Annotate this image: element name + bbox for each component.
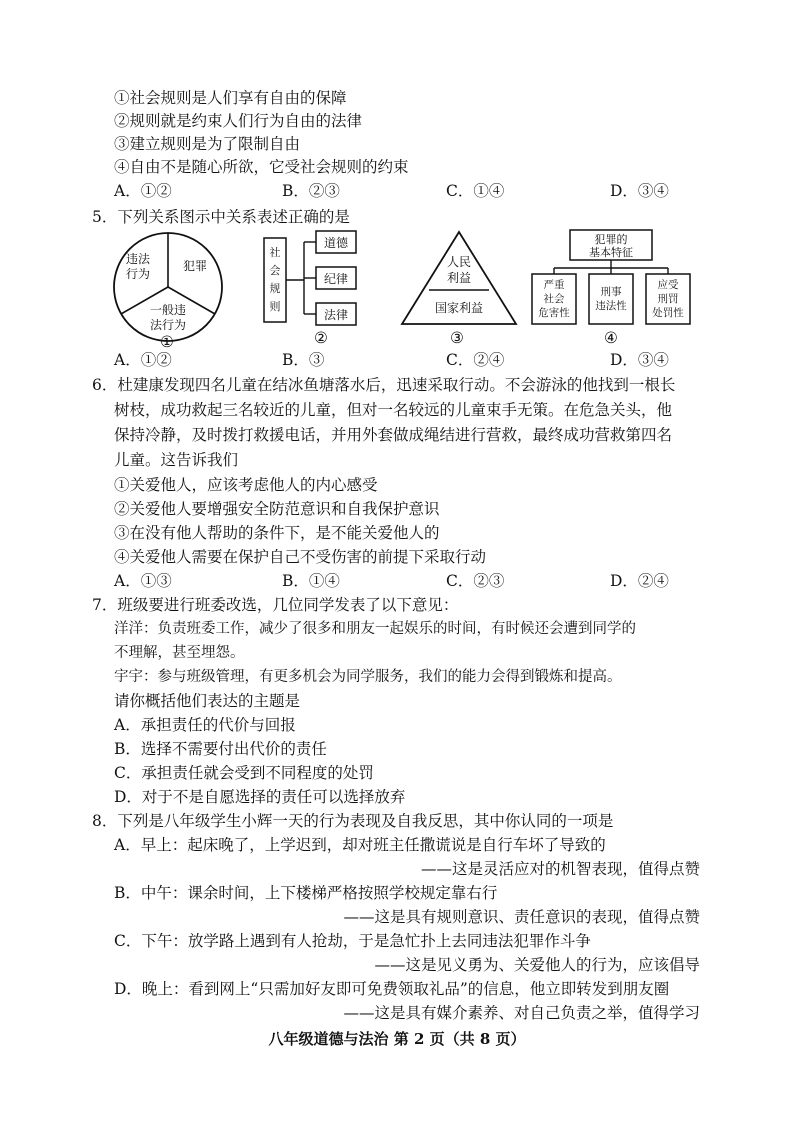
q7-quote-yangyang-line2: 不理解，甚至埋怨。 xyxy=(114,645,245,661)
q5-option-a: A．①② xyxy=(114,351,172,369)
q8-option-b: B．中午：课余时间，上下楼梯严格按照学校规定靠右行 xyxy=(114,884,498,902)
d2-child-2: 纪律 xyxy=(323,272,349,286)
q6-item-2: ②关爱他人要增强安全防范意识和自我保护意识 xyxy=(114,500,440,518)
q8-option-d: D．晚上：看到网上“只需加好友即可免费领取礼品”的信息，他立即转发到朋友圈 xyxy=(114,980,670,998)
q8-option-a-comment: ——这是灵活应对的机智表现，值得点赞 xyxy=(420,860,700,878)
q6-stem-line2: 树枝，成功救起三名较近的儿童，但对一名较远的儿童束手无策。在危急关头，他 xyxy=(114,401,673,419)
d4-root-line1: 犯罪的 xyxy=(594,233,628,246)
d1-seg1-line1: 违法 xyxy=(125,252,151,266)
diagram-2-tree xyxy=(258,228,368,328)
q4-item-2: ②规则就是约束人们行为自由的法律 xyxy=(114,112,363,130)
d3-top-line2: 利益 xyxy=(446,271,472,285)
q6-item-1: ①关爱他人，应该考虑他人的内心感受 xyxy=(114,476,378,494)
d2-root-2: 会 xyxy=(269,264,281,277)
diagram-4-label: ④ xyxy=(604,329,618,347)
q6-stem-line4: 儿童。这告诉我们 xyxy=(114,451,239,469)
d4-c1-l1: 严重 xyxy=(543,279,565,291)
q4-item-3: ③建立规则是为了限制自由 xyxy=(114,135,301,153)
q7-option-c: C．承担责任就会受到不同程度的处罚 xyxy=(114,764,374,782)
q6-item-3: ③在没有他人帮助的条件下，是不能关爱他人的 xyxy=(114,524,440,542)
d4-c3-l3: 处罚性 xyxy=(652,307,684,319)
d4-c2-l2: 违法性 xyxy=(595,300,627,312)
q5-option-b: B．③ xyxy=(282,351,325,369)
d3-top-line1: 人民 xyxy=(446,255,472,269)
q5-option-c: C．②④ xyxy=(446,351,505,369)
q7-quote-yangyang-line1: 洋洋：负责班委工作，减少了很多和朋友一起娱乐的时间，有时候还会遭到同学的 xyxy=(114,621,636,637)
d1-seg3-line1: 一般违 xyxy=(149,303,187,317)
q7-quote-yuyu: 宇宇：参与班级管理，有更多机会为同学服务，我们的能力会得到锻炼和提高。 xyxy=(114,669,622,685)
q5-option-d: D．③④ xyxy=(610,351,669,369)
q6-option-c: C．②③ xyxy=(446,572,505,590)
d4-c1-l2: 社会 xyxy=(543,293,565,305)
q7-ask: 请你概括他们表达的主题是 xyxy=(114,692,301,710)
q7-option-d: D．对于不是自愿选择的责任可以选择放弃 xyxy=(114,788,406,806)
diagram-3-label: ③ xyxy=(450,329,464,347)
diagram-2-label: ② xyxy=(314,329,328,347)
q5-stem: 5．下列关系图示中关系表述正确的是 xyxy=(92,208,350,226)
q8-option-b-comment: ——这是具有规则意识、责任意识的表现，值得点赞 xyxy=(343,908,700,926)
q6-item-4: ④关爱他人需要在保护自己不受伤害的前提下采取行动 xyxy=(114,548,487,566)
d2-root-4: 则 xyxy=(269,300,281,313)
d4-c1-l3: 危害性 xyxy=(538,307,570,319)
d1-seg1-line2: 行为 xyxy=(125,267,151,281)
q7-option-a: A．承担责任的代价与回报 xyxy=(114,716,296,734)
diagram-4-tree xyxy=(528,228,694,328)
diagram-3-pyramid xyxy=(398,228,520,328)
q6-option-d: D．②④ xyxy=(610,572,669,590)
d1-seg3-line2: 法行为 xyxy=(149,318,187,332)
diagram-1-label: ① xyxy=(160,333,174,351)
q4-item-1: ①社会规则是人们享有自由的保障 xyxy=(114,89,347,107)
d4-c3-l1: 应受 xyxy=(657,279,679,291)
d4-c3-l2: 刑罚 xyxy=(657,293,679,305)
q7-stem: 7．班级要进行班委改选，几位同学发表了以下意见： xyxy=(92,596,459,614)
q4-option-a: A．①② xyxy=(114,182,172,200)
q4-option-d: D．③④ xyxy=(610,182,669,200)
q8-option-c: C．下午：放学路上遇到有人抢劫，于是急忙扑上去同违法犯罪作斗争 xyxy=(114,932,591,950)
q6-stem-line1: 6．杜建康发现四名儿童在结冰鱼塘落水后，迅速采取行动。不会游泳的他找到一根长 xyxy=(92,376,676,394)
q8-option-c-comment: ——这是见义勇为、关爱他人的行为，应该倡导 xyxy=(374,956,700,974)
d2-root-3: 规 xyxy=(269,282,281,295)
q4-option-b: B．②③ xyxy=(282,182,340,200)
d1-seg2: 犯罪 xyxy=(182,259,208,273)
q4-item-4: ④自由不是随心所欲，它受社会规则的约束 xyxy=(114,158,409,176)
d2-child-1: 道德 xyxy=(323,236,349,250)
q8-option-a: A．早上：起床晚了，上学迟到，却对班主任撒谎说是自行车坏了导致的 xyxy=(114,836,606,854)
q7-option-b: B．选择不需要付出代价的责任 xyxy=(114,740,327,758)
d4-root-line2: 基本特征 xyxy=(589,246,633,259)
page-footer: 八年级道德与法治 第 2 页（共 8 页） xyxy=(268,1030,526,1048)
q8-option-d-comment: ——这是具有媒介素养、对自己负责之举，值得学习 xyxy=(343,1004,700,1022)
d2-child-3: 法律 xyxy=(323,308,349,322)
q6-option-b: B．①④ xyxy=(282,572,340,590)
q6-stem-line3: 保持冷静，及时拨打救援电话，并用外套做成绳结进行营救，最终成功营救第四名 xyxy=(114,426,673,444)
d2-root-1: 社 xyxy=(269,246,281,259)
d4-c2-l1: 刑事 xyxy=(600,286,622,298)
q4-option-c: C．①④ xyxy=(446,182,505,200)
d3-bottom: 国家利益 xyxy=(434,301,484,315)
q8-stem: 8．下列是八年级学生小辉一天的行为表现及自我反思，其中你认同的一项是 xyxy=(92,812,614,830)
q6-option-a: A．①③ xyxy=(114,572,172,590)
